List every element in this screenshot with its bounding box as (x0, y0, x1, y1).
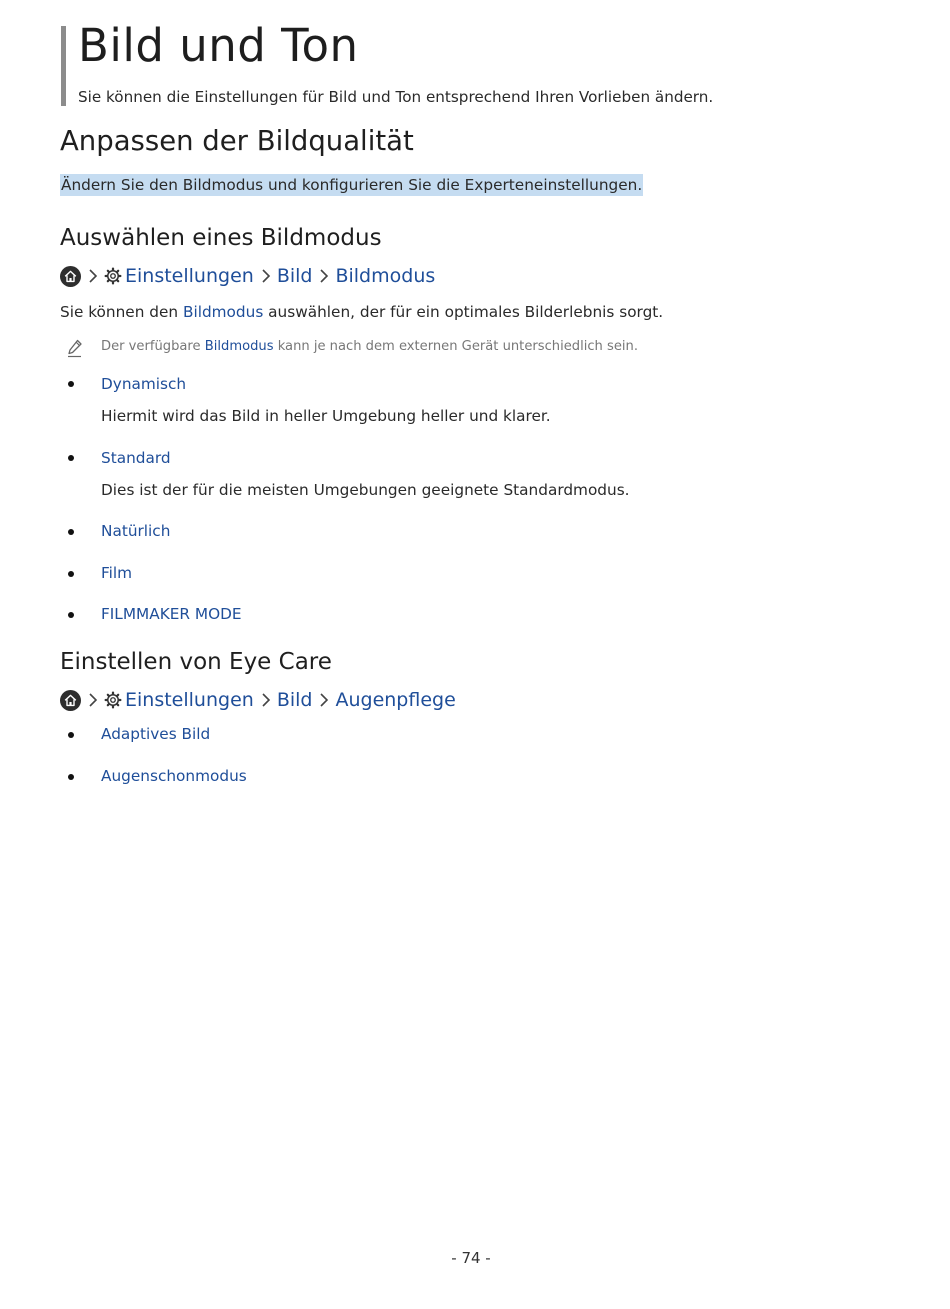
list-item-dynamic[interactable]: Dynamisch (101, 375, 187, 393)
picture-mode-title: Auswählen eines Bildmodus (60, 225, 382, 251)
breadcrumb (60, 263, 435, 289)
chevron-right-icon (86, 268, 100, 284)
page-number: - 74 - (451, 1249, 491, 1267)
chevron-right-icon (86, 692, 100, 708)
path-settings-link[interactable]: Einstellungen (125, 689, 254, 711)
gear-icon (104, 267, 122, 285)
chapter-subtitle: Sie können die Einstellungen für Bild und Ton entsprechend Ihren Vorlieben ändern. (78, 88, 714, 106)
bullet (68, 455, 74, 461)
list-item-eye-comfort-mode[interactable]: Augenschonmodus (101, 767, 247, 785)
bullet (68, 732, 74, 738)
path-eye-care-link[interactable]: Augenpflege (335, 689, 456, 711)
breadcrumb (60, 687, 456, 713)
chapter-accent-bar (61, 26, 66, 106)
note-text-start: Der verfügbare (101, 339, 205, 354)
note-picture-mode-link[interactable]: Bildmodus (204, 339, 274, 354)
list-item-adaptive-picture[interactable]: Adaptives Bild (101, 725, 211, 743)
section-title: Anpassen der Bildqualität (60, 125, 414, 157)
eye-care-title: Einstellen von Eye Care (60, 649, 332, 675)
path-settings-link[interactable]: Einstellungen (125, 265, 254, 287)
description-text-start: Sie können den (60, 303, 183, 321)
home-icon[interactable] (60, 690, 81, 711)
note-text-end: kann je nach dem externen Gerät unterschiedlich sein. (273, 339, 638, 354)
picture-mode-description (60, 301, 663, 323)
list-item-description: Hiermit wird das Bild in heller Umgebung heller und klarer. (101, 407, 551, 425)
path-picture-link[interactable]: Bild (276, 689, 313, 711)
chevron-right-icon (317, 692, 331, 708)
chevron-right-icon (259, 268, 273, 284)
chevron-right-icon (259, 692, 273, 708)
home-icon[interactable] (60, 266, 81, 287)
bullet (68, 381, 74, 387)
list-item-movie[interactable]: Film (101, 564, 133, 582)
bullet (68, 529, 74, 535)
bullet (68, 612, 74, 618)
highlighted-text: Ändern Sie den Bildmodus und konfigurieren Sie die Experteneinstellungen. (61, 176, 643, 194)
list-item-filmmaker-mode[interactable]: FILMMAKER MODE (101, 605, 242, 623)
list-item-standard[interactable]: Standard (101, 449, 171, 467)
chevron-right-icon (317, 268, 331, 284)
gear-icon (104, 691, 122, 709)
bullet (68, 774, 74, 780)
picture-mode-link[interactable]: Bildmodus (182, 303, 264, 321)
note (66, 337, 84, 359)
bullet (68, 571, 74, 577)
list-item-natural[interactable]: Natürlich (101, 522, 171, 540)
pencil-icon (66, 338, 84, 358)
list-item-description: Dies ist der für die meisten Umgebungen geeignete Standardmodus. (101, 481, 630, 499)
description-text-end: auswählen, der für ein optimales Bilderlebnis sorgt. (263, 303, 664, 321)
path-picture-link[interactable]: Bild (276, 265, 313, 287)
path-picture-mode-link[interactable]: Bildmodus (335, 265, 436, 287)
chapter-title: Bild und Ton (78, 19, 359, 72)
note-text (101, 337, 638, 357)
